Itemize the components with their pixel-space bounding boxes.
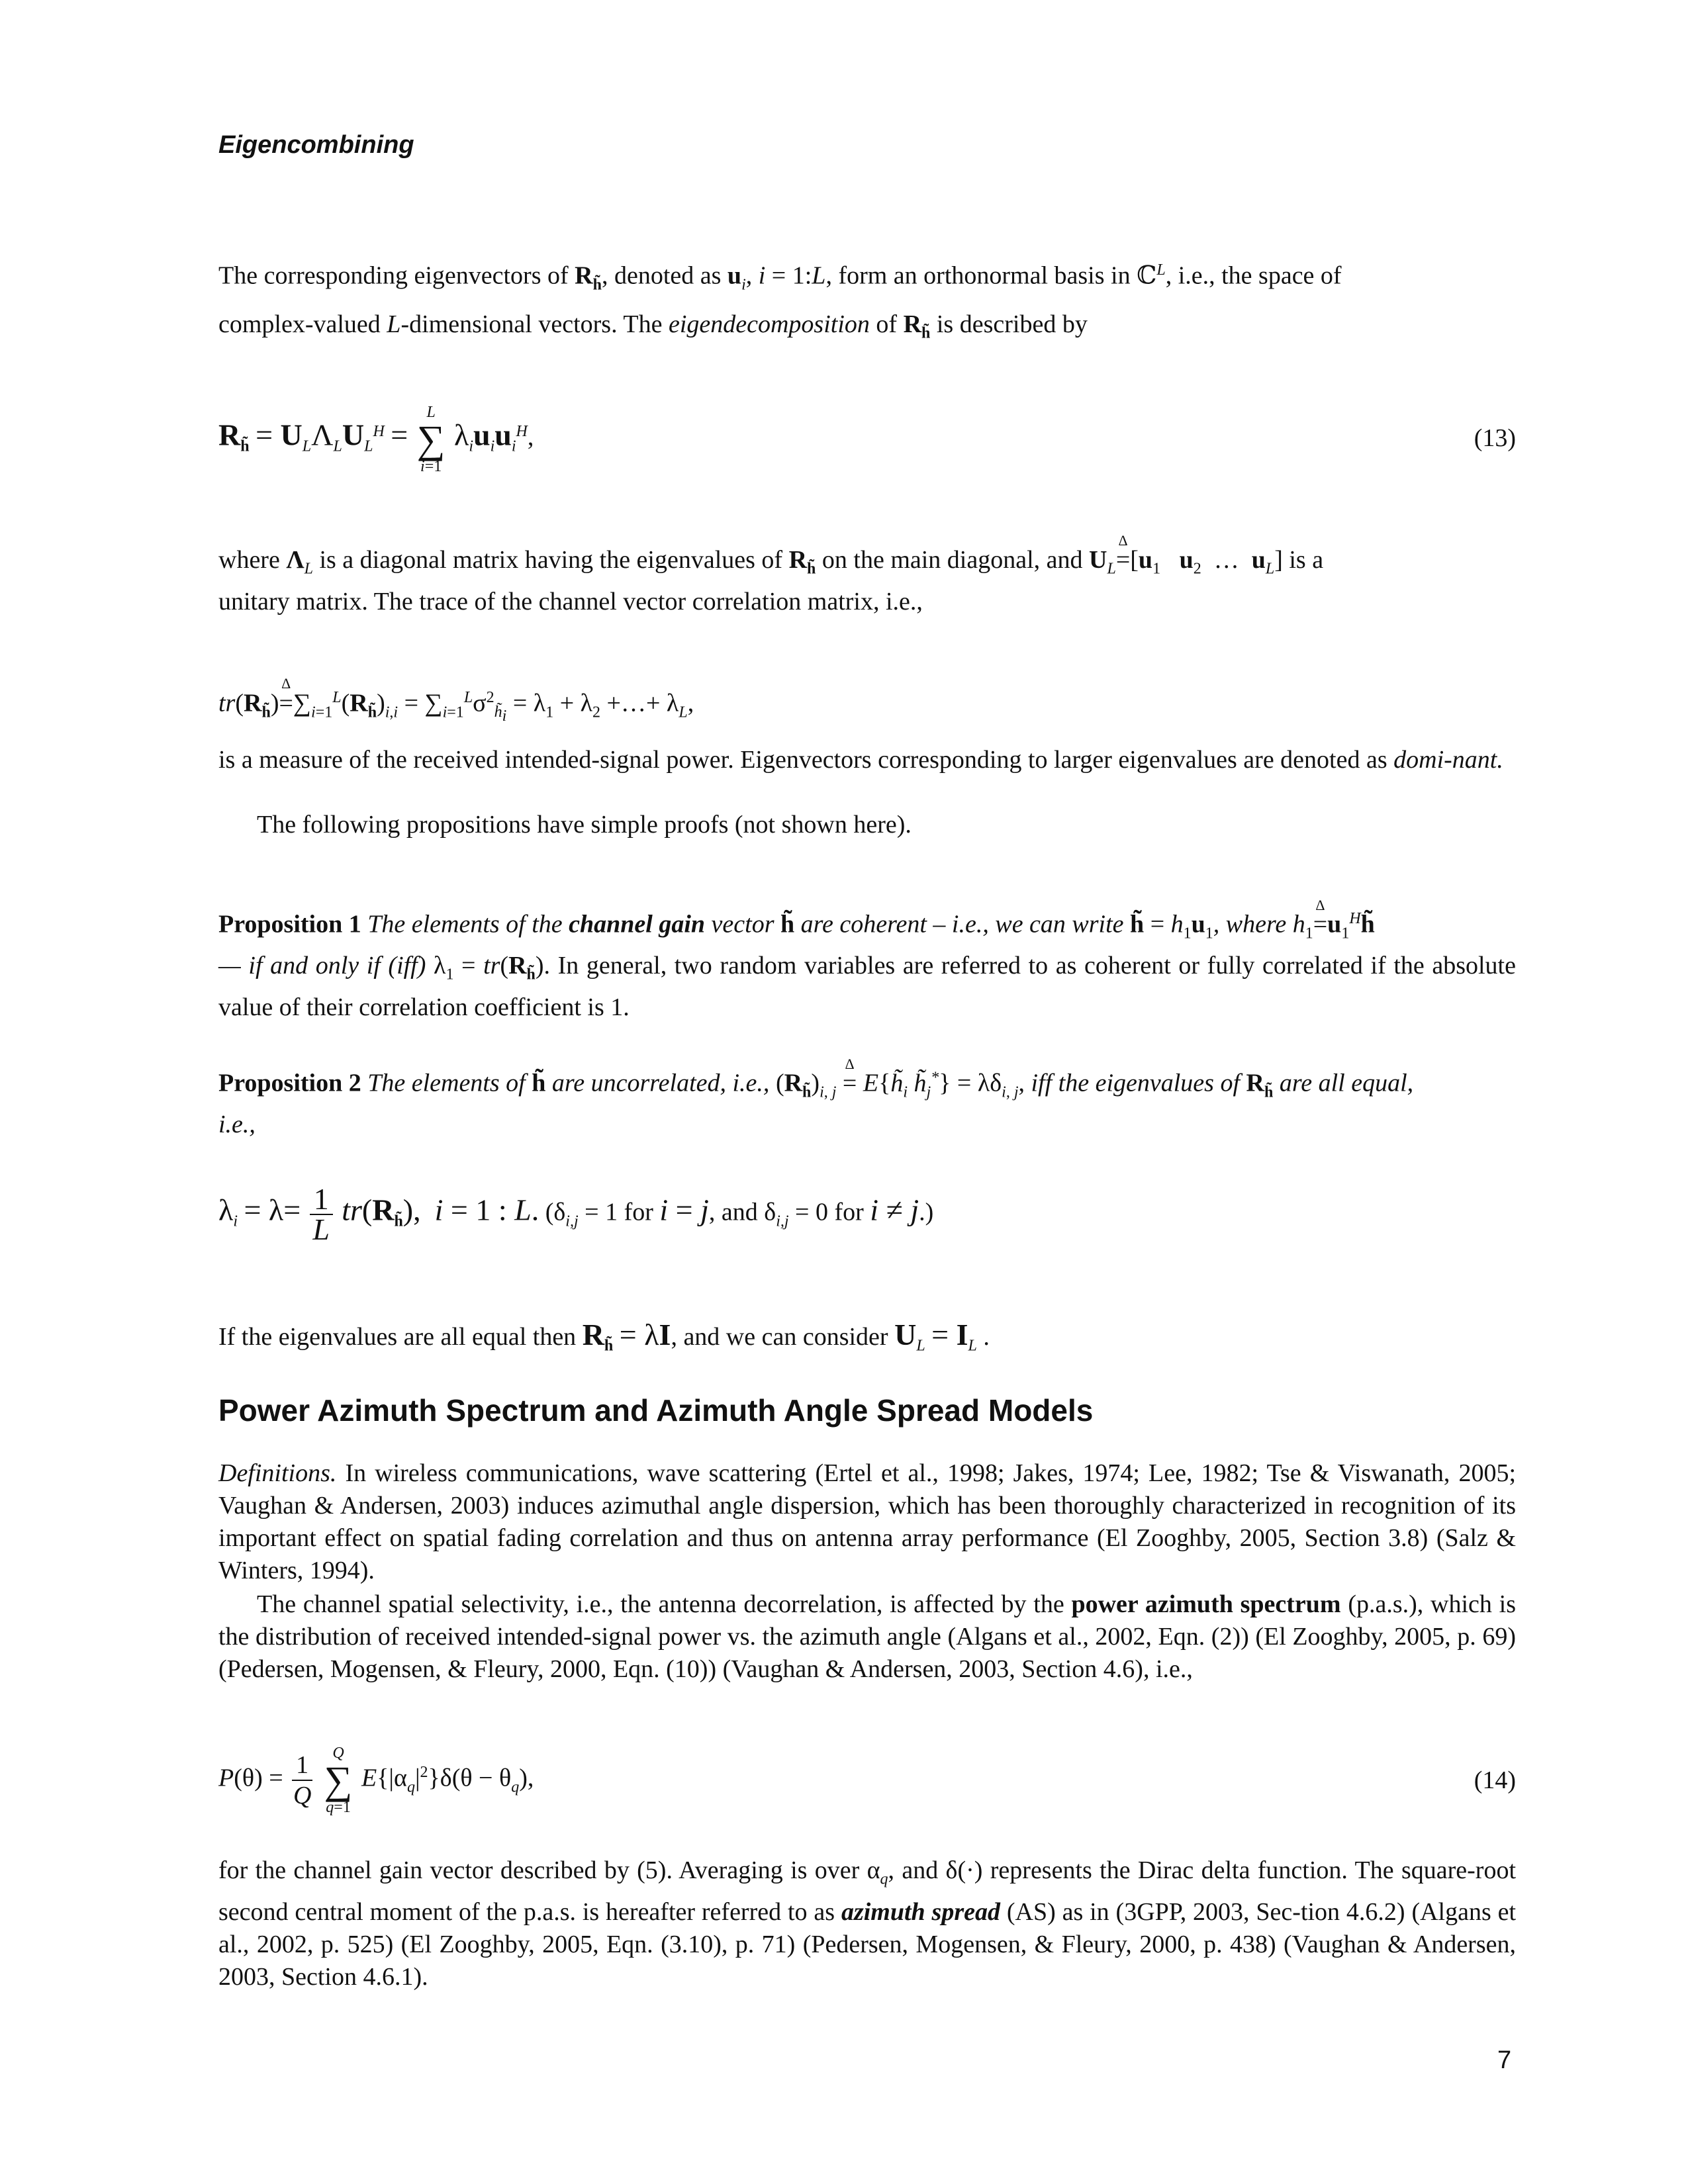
intro-text-5: complex-valued <box>218 310 381 339</box>
after-eq14-paragraph: for the channel gain vector described by (5). Averaging is over $\alpha_q$, and δ(·) represents the Dirac delta function. The square-root second central moment of the p.a.s. is hereafter referred to as azimuth spread (AS) as in (3GPP, 2003, Sec-tion 4.6.2) (Algans et al., 2002, p. 525) (El Zooghby, 2005, Eqn. (3.10), p. 71) (Pedersen, Mogensen, & Fleury, 2000, p. 438) (Vaughan & Andersen, 2003, Section 4.6.1). <box>218 1856 1517 1991</box>
prop2-text-3: iff the eigenvalues of <box>1031 1069 1241 1097</box>
lambda-text-3: = 0 for <box>795 1198 864 1226</box>
intro-text-2: , denoted as <box>601 261 722 290</box>
prop1-text-2: vector <box>711 910 774 938</box>
spatial-selectivity-paragraph <box>218 1588 1516 1686</box>
page-number: 7 <box>1497 2046 1512 2074</box>
lambda-text-1: = 1 for <box>585 1198 653 1226</box>
lambda-text-2: , and <box>708 1198 758 1226</box>
after13-text-2: is a diagonal matrix having the eigenvalues of <box>319 546 783 574</box>
after13-text-4: is a <box>1289 546 1324 574</box>
equation-13: $R_{h̃} = U_L\Lambda_LU_L^H$ = L ∑ i=1 $\lambda_iu_iu_i^H$, (13) <box>218 404 1516 475</box>
prop1-text-1: The elements of the <box>367 910 563 938</box>
prop1-text-3: are coherent – i.e., we can write <box>800 910 1124 938</box>
prop1-text-6: In general, two random variables are referred to as coherent or fully correlated if the absolute value of their correlation coefficient is 1. <box>218 952 1516 1021</box>
prop2-text-2: are uncorrelated, i.e., <box>551 1069 770 1097</box>
selectivity-text-1: The channel spatial selectivity, i.e., the antenna decorrelation, is affected by the <box>257 1590 1064 1618</box>
propositions-intro: The following propositions have simple proofs (not shown here). <box>257 811 912 839</box>
trace-equation: $tr(R_{h̃})=$ Δ $\sum_{i=1}^L(R_{h̃})_{i,i} = \sum_{i=1}^L\sigma^2_{h̃_i} = \lambda_1 + \lambda_2$ +…+ $\lambda_L$, <box>218 674 694 725</box>
equation-13-number: (13) <box>1474 424 1516 452</box>
equation-14-number: (14) <box>1474 1766 1516 1794</box>
after14-text-3: represents the Dirac delta function. The square-root second central moment of the p.a.s. is hereafter referred to as <box>218 1856 1516 1926</box>
prop1-text-5: — if and only if (iff) <box>218 952 426 980</box>
measure-paragraph <box>218 744 1516 776</box>
after14-text-2: , and <box>888 1856 939 1884</box>
measure-emphasis: domi-nant. <box>1393 746 1503 774</box>
proposition-1-label: Proposition 1 <box>218 910 361 938</box>
after14-text-4: (AS) as in (3GPP, 2003, Sec-tion 4.6.2) (Algans et al., 2002, p. 525) (El Zooghby, 2005, Eqn. (3.10), p. 71) (Pedersen, Mogensen, & Fleury, 2000, p. 438) (Vaughan & Andersen, 2003, Section 4.6.1). <box>218 1897 1517 1991</box>
prop1-text-4: , where <box>1213 910 1287 938</box>
prop2-text-4: are all equal, <box>1279 1069 1414 1097</box>
intro-text-8: is described by <box>936 310 1088 339</box>
after13-text-3: on the main diagonal, and <box>821 546 1083 574</box>
lambda-equation: $\lambda_i = \lambda=$ $\frac{1}{L}$ $tr(R_{h̃})$, i = 1 : L. ($\delta_{i,j} = 1$ for i = j, and $\delta_{i,j} = 0$ for i ≠ j.) <box>218 1182 934 1246</box>
after14-emphasis: azimuth spread <box>841 1897 1000 1926</box>
intro-text-1: The corresponding eigenvectors of <box>218 261 569 290</box>
equal-text-1: If the eigenvalues are all equal then <box>218 1323 577 1351</box>
definitions-paragraph <box>218 1457 1516 1587</box>
intro-text-6: -dimensional vectors. The <box>400 310 663 339</box>
equation-14: P(θ) = $\frac{1}{Q}$ Q ∑ q=1 $E\{|\alpha_q|^2\}\delta(\theta - \theta_q)$, (14) <box>218 1745 1516 1816</box>
section-heading: Power Azimuth Spectrum and Azimuth Angle Spread Models <box>218 1393 1094 1428</box>
prop2-text-5: i.e., <box>218 1111 256 1139</box>
running-header: Eigencombining <box>218 131 414 159</box>
prop1-bold: channel gain <box>569 910 706 938</box>
after13-text-1: where <box>218 546 280 574</box>
selectivity-bold: power azimuth spectrum <box>1071 1590 1341 1618</box>
prop2-text-1: The elements of <box>367 1069 526 1097</box>
proposition-2: Proposition 2 The elements of h̃ are uncorrelated, i.e., $(R_{h̃})_{i, j}$ = Δ $E\{h̃_i$ $h̃_j^*\} = \lambda\delta_{i, j}$, iff the eigenvalues of $R_{h̃}$ are all equal, i.e., <box>218 1055 1414 1139</box>
intro-text-3: form an orthonormal basis in <box>838 261 1131 290</box>
intro-text-4: , i.e., the space of <box>1165 261 1342 290</box>
definitions-label: Definitions. <box>218 1459 337 1487</box>
after-eq13-paragraph: where $\Lambda_L$ is a diagonal matrix having the eigenvalues of $R_{h̃}$ on the main diagonal, and $U_L=$ Δ [$u_1$ $u_2$ … $u_L$] is a unitary matrix. The trace of the channel vector correlation matrix, i.e., <box>218 532 1324 615</box>
measure-text: is a measure of the received intended-signal power. Eigenvectors corresponding to larger eigenvalues are denoted as <box>218 746 1387 774</box>
intro-emphasis: eigendecomposition <box>668 310 870 339</box>
definitions-text: In wireless communications, wave scattering (Ertel et al., 1998; Jakes, 1974; Lee, 1982; Tse & Viswanath, 2005; Vaughan & Andersen, 2003) induces azimuthal angle dispersion, which has been thoroughly characterized in recognition of its important effect on spatial fading correlation and thus on antenna array performance (El Zooghby, 2005, Section 3.8) (Salz & Winters, 1994). <box>218 1459 1516 1584</box>
selectivity-text-2: (p.a.s.), which is the distribution of received intended-signal power vs. the azimuth angle (Algans et al., 2002, Eqn. (2)) (El Zooghby, 2005, p. 69) (Pedersen, Mogensen, & Fleury, 2000, Eqn. (10)) (Vaughan & Andersen, 2003, Section 4.6), i.e., <box>218 1590 1516 1683</box>
equal-text-2: , and we can consider <box>671 1323 888 1351</box>
after14-text-1: for the channel gain vector described by (5). Averaging is over <box>218 1856 860 1884</box>
intro-paragraph: The corresponding eigenvectors of $R_{h̃}$, denoted as $u_i$, i = 1:L, form an orthonormal basis in ℂ$^L$, i.e., the space of complex-valued L-dimensional vectors. The eigendecomposition of $R_{h̃}$ is described by <box>218 261 1342 342</box>
proposition-1: Proposition 1 The elements of the channel gain vector h̃ are coherent – i.e., we can write h̃ = $h_1u_1$, where $h_1=$ Δ $u_1^Hh̃$ — if and only if (iff) $\lambda_1 = tr(R_{h̃})$. In general, two random variables are referred to as coherent or fully correlated if the absolute value of their correlation coefficient is 1. <box>218 896 1516 1021</box>
after13-text-5: unitary matrix. The trace of the channel vector correlation matrix, i.e., <box>218 587 923 615</box>
intro-text-7: of <box>876 310 898 339</box>
proposition-2-label: Proposition 2 <box>218 1069 361 1097</box>
equal-eigenvalues-line: If the eigenvalues are all equal then $R_{h̃} = \lambda I$, and we can consider $U_L = I_L$ . <box>218 1318 990 1355</box>
